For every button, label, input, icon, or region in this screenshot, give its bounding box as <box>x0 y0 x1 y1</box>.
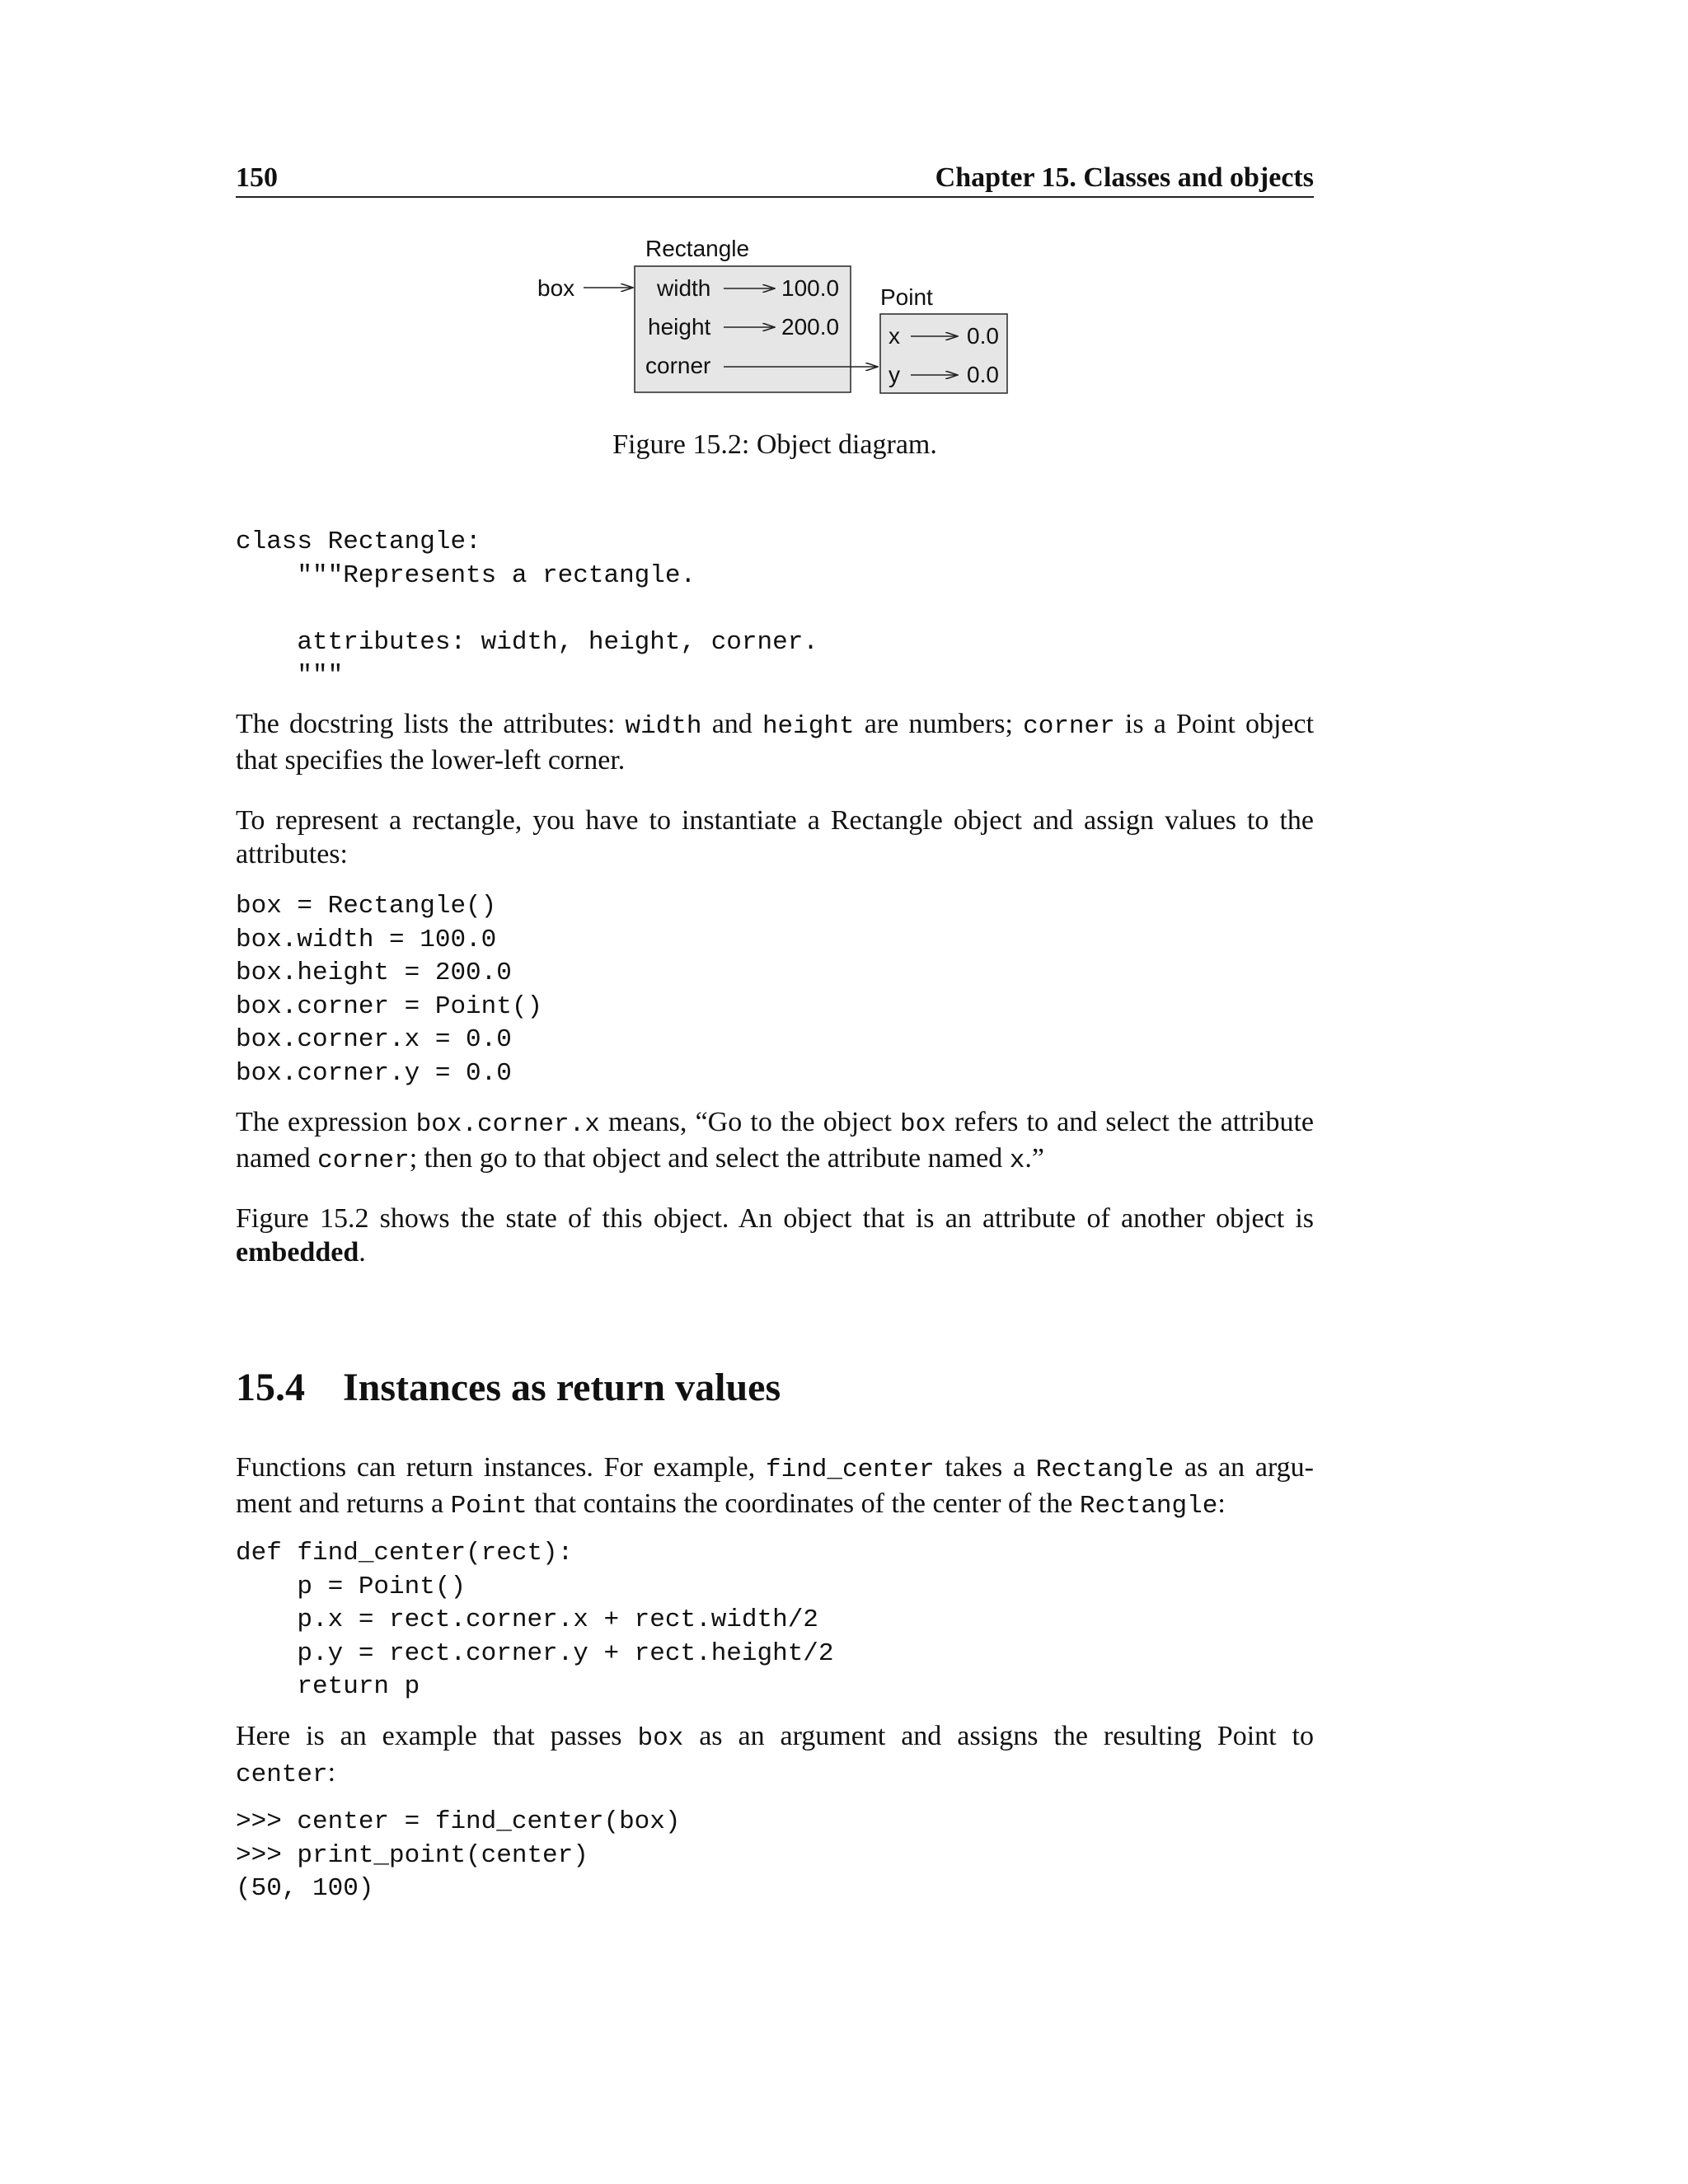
paragraph-line <box>236 707 1314 743</box>
paragraph-line <box>236 1105 1314 1141</box>
section-heading <box>236 1365 781 1411</box>
paragraph-return-instances <box>236 1451 1314 1523</box>
section-title: Instances as return values <box>343 1366 781 1409</box>
figure-caption: Figure 15.2: Object diagram. <box>612 429 937 460</box>
text: ment and returns a <box>236 1488 451 1519</box>
text: The docstring lists the attributes: <box>236 709 626 739</box>
field-width-label: width <box>657 275 711 301</box>
paragraph-embedded <box>236 1202 1314 1269</box>
inline-code: Rectangle <box>1035 1455 1175 1484</box>
paragraph-line <box>236 1719 1314 1755</box>
code-interactive-session: >>> center = find_center(box) >>> print_point(center) (50, 100) <box>236 1807 681 1903</box>
paragraph-line <box>236 1235 1314 1269</box>
inline-code: x <box>1009 1146 1025 1175</box>
inline-code: Rectangle <box>1079 1492 1218 1521</box>
text: refers to and select the attribute <box>945 1107 1315 1137</box>
code-box-assign: box = Rectangle() box.width = 100.0 box.height = 200.0 box.corner = Point() box.corner.x = 0.0 box.corner.y = 0.0 <box>236 892 543 1088</box>
text: takes a <box>934 1452 1036 1483</box>
text: The expression <box>236 1107 416 1137</box>
paragraph-docstring <box>236 707 1314 777</box>
field-width-value: 100.0 <box>781 275 840 301</box>
text: . <box>359 1237 366 1268</box>
paragraph-line <box>236 1755 1314 1792</box>
inline-code: width <box>625 712 702 741</box>
paragraph-line: To represent a rectangle, you have to instantiate a Rectangle object and assign values to the <box>236 805 1314 836</box>
section-number: 15.4 <box>236 1366 305 1409</box>
field-height-label: height <box>648 314 711 340</box>
bold-term: embedded <box>236 1237 359 1268</box>
text: as an argu- <box>1174 1452 1314 1483</box>
text: .” <box>1025 1143 1044 1174</box>
text: that contains the coordinates of the center of the <box>527 1488 1080 1519</box>
point-class-label: Point <box>880 284 933 310</box>
point-y-value: 0.0 <box>967 362 999 387</box>
text: Functions can return instances. For example, <box>236 1452 766 1483</box>
field-height-value: 200.0 <box>781 314 840 340</box>
text: named <box>236 1143 318 1174</box>
text: : <box>327 1757 336 1788</box>
inline-code: height <box>762 712 855 741</box>
paragraph-line <box>236 1141 1314 1178</box>
text: as an argument and assigns the resulting Point to <box>683 1721 1314 1751</box>
text: are numbers; <box>854 709 1024 739</box>
field-corner-label: corner <box>645 353 711 378</box>
code-find-center: def find_center(rect): p = Point() p.x = rect.corner.x + rect.width/2 p.y = rect.corner.y + rect.height/2 return p <box>236 1539 834 1701</box>
box-variable-label: box <box>537 275 575 301</box>
page-number: 150 <box>236 162 278 193</box>
inline-code: box.corner.x <box>415 1110 600 1139</box>
inline-code: corner <box>1023 712 1115 741</box>
paragraph-line: that specifies the lower-left corner. <box>236 745 626 776</box>
inline-code: find_center <box>765 1455 935 1484</box>
paragraph-example <box>236 1719 1314 1792</box>
text: and <box>701 709 762 739</box>
rectangle-class-label: Rectangle <box>645 236 750 261</box>
code-class-rectangle: class Rectangle: """Represents a rectangle. attributes: width, height, corner. """ <box>236 527 818 690</box>
paragraph-line: attributes: <box>236 839 348 869</box>
text: means, “Go to the object <box>599 1107 900 1137</box>
text: is a Point object <box>1114 709 1315 739</box>
paragraph-line <box>236 1451 1314 1487</box>
text: : <box>1217 1488 1226 1519</box>
point-x-label: x <box>889 323 900 349</box>
paragraph-instantiate <box>236 804 1314 871</box>
inline-code: corner <box>317 1146 410 1175</box>
paragraph-line: Figure 15.2 shows the state of this object. An object that is an attribute of another object is <box>236 1203 1314 1234</box>
inline-code: Point <box>450 1492 528 1521</box>
paragraph-line <box>236 1487 1314 1523</box>
text: Here is an example that passes <box>236 1721 638 1751</box>
point-x-value: 0.0 <box>967 323 999 349</box>
chapter-title: Chapter 15. Classes and objects <box>935 162 1314 193</box>
object-diagram <box>0 0 1688 429</box>
inline-code: center <box>236 1760 328 1789</box>
point-y-label: y <box>889 362 900 387</box>
inline-code: box <box>637 1724 684 1753</box>
inline-code: box <box>900 1110 946 1139</box>
text: ; then go to that object and select the attribute named <box>409 1143 1010 1174</box>
paragraph-expression <box>236 1105 1314 1178</box>
